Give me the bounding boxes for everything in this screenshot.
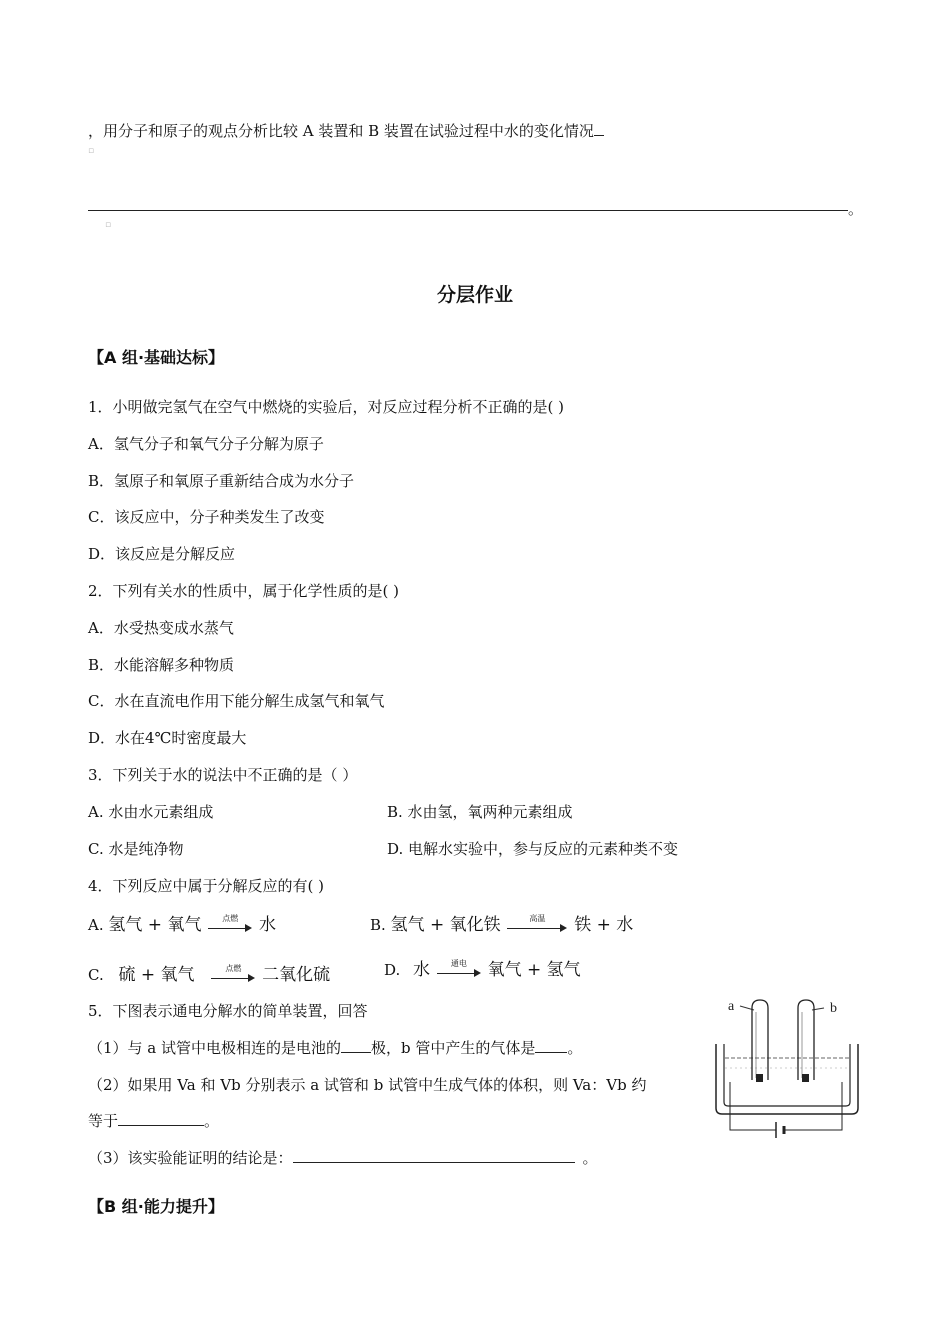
intro-text: ，用分子和原子的观点分析比较 A 装置和 B 装置在试验过程中水的变化情况	[88, 122, 594, 140]
page-title: 分层作业	[436, 284, 513, 306]
q4-c-condition: 点燃	[225, 964, 242, 973]
q4-c-left: 硫 + 氧气	[118, 965, 195, 985]
intro-line	[88, 120, 604, 141]
q4-stem: 4．下列反应中属于分解反应的有( )	[88, 877, 325, 895]
q1-option-a: A．氢气分子和氧气分子分解为原子	[88, 435, 324, 453]
q4-d-label: D.	[384, 961, 401, 979]
q1-option-d: D．该反应是分解反应	[88, 545, 236, 563]
end-period: 。	[848, 200, 864, 218]
q4-a-left: 氢气 + 氧气	[108, 915, 202, 935]
q3-option-b: B. 水由氢，氧两种元素组成	[387, 803, 573, 821]
group-a-heading: 【A 组·基础达标】	[88, 348, 225, 367]
q4-option-b	[370, 910, 633, 935]
q4-c-arrow	[211, 964, 255, 983]
q4-d-right: 氧气 + 氢气	[487, 960, 581, 980]
group-b-heading: 【B 组·能力提升】	[88, 1197, 224, 1216]
intro-blank	[594, 135, 604, 136]
para-mark: ▫	[105, 220, 112, 230]
q5-part2-text-b: 等于	[88, 1112, 119, 1130]
q2-option-c: C．水在直流电作用下能分解生成氢气和氧气	[88, 692, 385, 710]
q1-stem: 1．小明做完氢气在空气中燃烧的实验后，对反应过程分析不正确的是( )	[88, 398, 565, 416]
q5-part-2-cont	[88, 1110, 219, 1131]
tube-b-label: b	[830, 1001, 837, 1016]
q5-part3-text-b: 。	[582, 1149, 598, 1167]
q2-option-d: D．水在4℃时密度最大	[88, 729, 247, 747]
q3-option-a: A. 水由水元素组成	[88, 803, 214, 821]
q5-part2-blank[interactable]	[118, 1125, 204, 1126]
q5-part-3	[88, 1147, 598, 1168]
q1-option-c: C．该反应中，分子种类发生了改变	[88, 508, 325, 526]
q4-option-a	[88, 910, 276, 935]
q2-option-a: A．水受热变成水蒸气	[88, 619, 234, 637]
answer-rule	[88, 210, 848, 211]
q3-option-c: C. 水是纯净物	[88, 840, 184, 858]
q4-d-arrow	[437, 959, 481, 978]
q4-c-right: 二氧化硫	[262, 965, 331, 985]
q5-part3-text-a: （3）该实验能证明的结论是：	[88, 1149, 293, 1167]
q4-a-arrow	[208, 914, 252, 933]
tube-a-label: a	[728, 999, 735, 1014]
q4-d-left: 水	[413, 960, 431, 980]
q4-b-label: B.	[370, 916, 386, 934]
q2-option-b: B．水能溶解多种物质	[88, 656, 235, 674]
q4-b-left: 氢气 + 氧化铁	[390, 915, 501, 935]
q5-part3-blank[interactable]	[293, 1162, 575, 1163]
q4-b-right: 铁 + 水	[574, 915, 634, 935]
q4-a-right: 水	[259, 915, 277, 935]
q5-part1-blank-2[interactable]	[535, 1052, 567, 1053]
q5-part1-text-c: 。	[567, 1039, 583, 1057]
q1-option-b: B．氢原子和氧原子重新结合成为水分子	[88, 472, 355, 490]
q5-stem: 5．下图表示通电分解水的简单装置，回答	[88, 1002, 368, 1020]
q4-c-label: C.	[88, 966, 104, 984]
q5-part1-text-b: 极，b 管中产生的气体是	[371, 1039, 536, 1057]
para-mark: ▫	[88, 146, 95, 156]
q4-a-condition: 点燃	[222, 914, 239, 923]
q2-stem: 2．下列有关水的性质中，属于化学性质的是( )	[88, 582, 400, 600]
q5-part-1	[88, 1037, 582, 1058]
q4-a-label: A.	[88, 916, 104, 934]
electrolysis-apparatus-figure	[712, 990, 862, 1140]
q4-option-d	[384, 955, 581, 980]
q3-option-d: D. 电解水实验中，参与反应的元素种类不变	[387, 840, 679, 858]
q5-part1-blank-1[interactable]	[341, 1052, 371, 1053]
q5-part1-text-a: （1）与 a 试管中电极相连的是电池的	[88, 1039, 342, 1057]
q4-b-arrow	[507, 914, 567, 933]
q4-b-condition: 高温	[529, 914, 546, 923]
q4-option-c	[88, 960, 330, 985]
q5-part2-text-c: 。	[204, 1112, 220, 1130]
q4-d-condition: 通电	[450, 959, 467, 968]
q3-stem: 3．下列关于水的说法中不正确的是（ ）	[88, 766, 358, 784]
q5-part-2: （2）如果用 Va 和 Vb 分别表示 a 试管和 b 试管中生成气体的体积，则 Va：Vb 约	[88, 1076, 647, 1094]
